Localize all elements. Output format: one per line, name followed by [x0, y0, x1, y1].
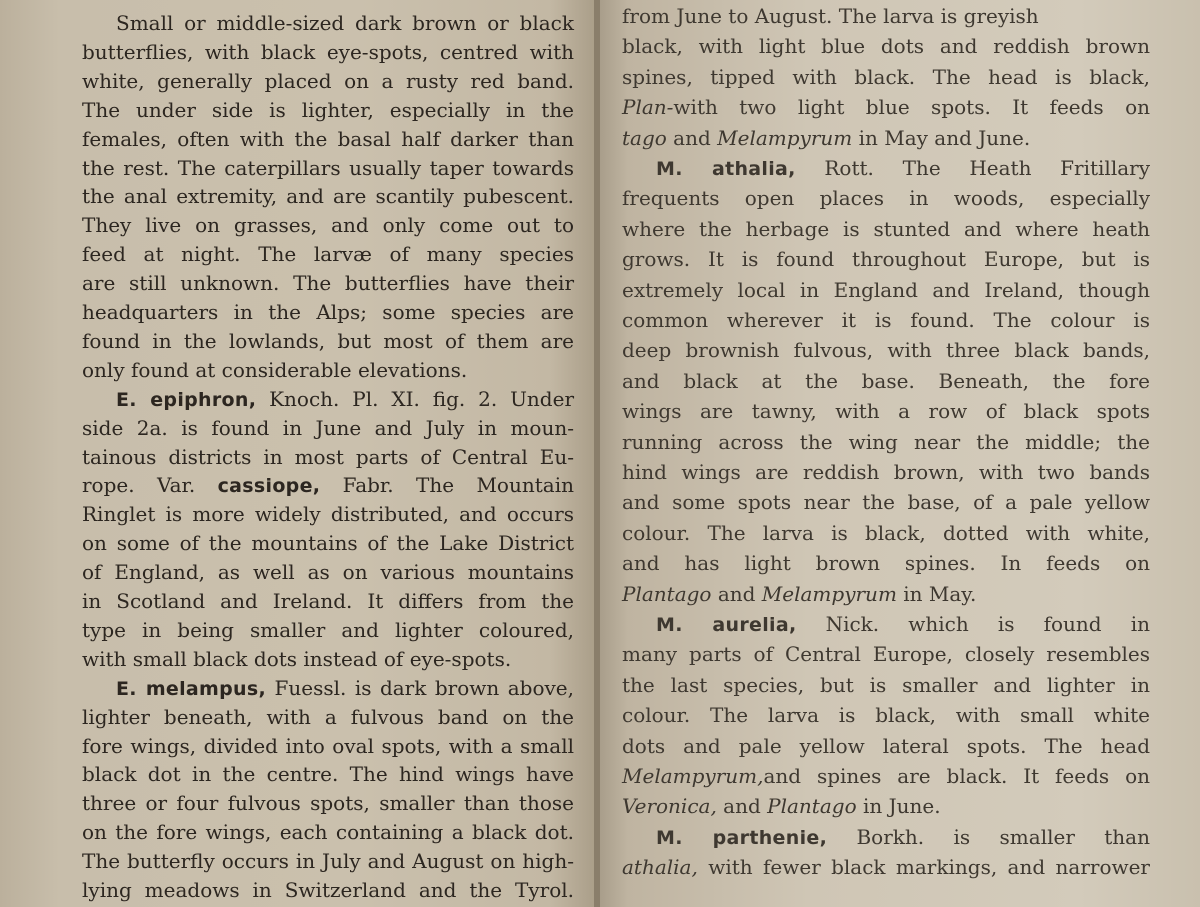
text-line: [622, 487, 1150, 517]
text-line: [82, 817, 574, 847]
line-text: black dot in the centre. The hind wings have: [82, 762, 574, 787]
line-text: tainous districts in most parts of Central Eu-: [82, 444, 574, 469]
line-text: white, generally placed on a rusty red band.: [82, 68, 574, 93]
line-text: running across the wing near the middle; the: [622, 429, 1150, 454]
text-line: [82, 181, 574, 211]
line-text: and has light brown spines. In feeds on: [622, 551, 1150, 576]
line-text: rope. Var.: [82, 473, 218, 498]
line-text: females, often with the basal half darker than: [82, 126, 574, 151]
text-line: [622, 548, 1150, 578]
text-line: [622, 214, 1150, 244]
text-line: [622, 335, 1150, 365]
text-line: [82, 442, 574, 472]
species-name: M. athalia,: [656, 158, 796, 180]
text-line: [622, 396, 1150, 426]
text-line: [82, 268, 574, 298]
line-text: from June to August. The larva is greyish: [622, 4, 1039, 28]
line-text: Knoch. Pl. XI. fig. 2. Under: [256, 386, 574, 411]
line-text: and: [666, 125, 718, 150]
species-name: M. aurelia,: [656, 614, 797, 636]
text-line: [622, 731, 1150, 761]
text-line: [622, 639, 1150, 669]
line-text: three or four fulvous spots, smaller than those: [82, 791, 574, 816]
line-text: dots and pale yellow lateral spots. The head: [622, 733, 1150, 758]
page-gutter: [594, 0, 600, 907]
text-line: [82, 124, 574, 154]
species-name: E. epiphron,: [116, 388, 257, 411]
text-line: [82, 759, 574, 789]
line-text: Rott. The Heath Fritillary: [795, 156, 1150, 180]
line-text: frequents open places in woods, especially: [622, 186, 1150, 211]
line-text: with two light blue spots. It feeds on: [673, 95, 1150, 120]
text-line: [82, 788, 574, 818]
line-text: in June.: [856, 794, 941, 819]
line-text: spines, tipped with black. The head is black,: [622, 64, 1150, 89]
text-line: [622, 518, 1150, 548]
italic-term: Melampyrum: [717, 125, 853, 150]
line-text: in May.: [896, 581, 977, 606]
line-text: on the fore wings, each containing a black dot.: [82, 820, 574, 845]
line-text: many parts of Central Europe, closely resembles: [622, 642, 1150, 667]
text-line: [622, 31, 1150, 61]
italic-term: Plan-: [622, 95, 674, 120]
line-text: where the herbage is stunted and where heath: [622, 216, 1150, 241]
line-text: Nick. which is found in: [796, 612, 1150, 636]
line-text: only found at considerable elevations.: [82, 357, 468, 382]
text-line: [82, 875, 574, 905]
text-line: [622, 1, 1150, 31]
text-line: [82, 153, 574, 183]
line-text: common wherever it is found. The colour is: [622, 308, 1150, 332]
text-line: [82, 210, 574, 240]
italic-term: Melampyrum: [761, 581, 897, 606]
line-text: and some spots near the base, of a pale yellow: [622, 490, 1150, 515]
line-text: with fewer black markings, and narrower: [697, 855, 1150, 880]
text-line: [82, 557, 574, 587]
line-text: on some of the mountains of the Lake District: [82, 531, 574, 556]
line-text: and black at the base. Beneath, the fore: [622, 368, 1150, 393]
text-line: [82, 846, 574, 876]
line-text: hind wings are reddish brown, with two bands: [622, 460, 1150, 484]
line-text: of England, as well as on various mountains: [82, 560, 574, 585]
line-text: The under side is lighter, especially in the: [82, 97, 574, 122]
text-line: [82, 470, 574, 500]
text-line: [82, 702, 574, 732]
text-line: [622, 579, 1150, 609]
text-line: [82, 326, 574, 356]
line-text: headquarters in the Alps; some species are: [82, 300, 574, 324]
line-text: found in the lowlands, but most of them are: [82, 328, 574, 353]
line-text: deep brownish fulvous, with three black bands,: [622, 338, 1150, 363]
line-text: The butterfly occurs in July and August on high-: [82, 849, 574, 874]
line-text: and: [716, 794, 768, 819]
line-text: are still unknown. The butterflies have their: [82, 271, 574, 296]
text-line: [82, 297, 574, 327]
line-text: They live on grasses, and only come out to: [82, 213, 574, 238]
text-line: [82, 528, 574, 558]
text-line: [622, 92, 1150, 122]
line-text: in Scotland and Ireland. It differs from the: [82, 589, 574, 613]
line-text: type in being smaller and lighter coloured,: [82, 617, 574, 642]
species-name: M. parthenie,: [656, 826, 828, 849]
italic-term: Plantago: [622, 581, 712, 606]
text-line: [622, 244, 1150, 274]
line-text: side 2a. is found in June and July in moun-: [82, 415, 574, 440]
text-line: [82, 66, 574, 96]
text-line: [622, 700, 1150, 730]
line-text: grows. It is found throughout Europe, but is: [622, 247, 1150, 272]
line-text: and spines are black. It feeds on: [763, 764, 1150, 788]
line-text: Fuessl. is dark brown above,: [266, 675, 574, 700]
line-text: with small black dots instead of eye-spots.: [82, 646, 512, 671]
line-text: fore wings, divided into oval spots, with a small: [82, 733, 574, 758]
line-text: the last species, but is smaller and lighter in: [622, 672, 1150, 697]
italic-term: Melampyrum,: [622, 764, 764, 788]
text-line: [82, 644, 574, 674]
text-line: [622, 670, 1150, 700]
line-text: Borkh. is smaller than: [827, 824, 1150, 849]
line-text: and: [711, 581, 762, 606]
line-text: Small or middle-sized dark brown or black: [116, 11, 574, 35]
text-line: [622, 62, 1150, 92]
text-line: [82, 355, 574, 385]
text-line: [622, 275, 1150, 305]
italic-term: athalia,: [622, 855, 698, 880]
text-line: [622, 791, 1150, 821]
text-line: [622, 609, 1150, 639]
text-line: [82, 499, 574, 529]
text-line: [622, 427, 1150, 457]
text-line: [82, 586, 574, 616]
text-line: [82, 384, 574, 414]
text-line: [82, 413, 574, 443]
line-text: feed at night. The larvæ of many species: [82, 242, 574, 267]
text-line: [622, 852, 1150, 882]
line-text: Ringlet is more widely distributed, and occurs: [82, 502, 574, 527]
text-line: [82, 673, 574, 703]
text-line: [622, 183, 1150, 213]
left-page: [0, 0, 597, 907]
text-line: [82, 8, 574, 38]
line-text: lying meadows in Switzerland and the Tyrol.: [82, 878, 574, 902]
line-text: lighter beneath, with a fulvous band on the: [82, 704, 574, 729]
line-text: Fabr. The Mountain: [320, 473, 574, 498]
text-line: [622, 822, 1150, 852]
line-text: wings are tawny, with a row of black spots: [622, 399, 1150, 424]
line-text: colour. The larva is black, with small white: [622, 703, 1150, 728]
line-text: the anal extremity, and are scantily pubescent.: [82, 184, 574, 209]
text-line: [82, 731, 574, 761]
text-line: [622, 761, 1150, 791]
text-line: [82, 37, 574, 67]
italic-term: tago: [622, 125, 667, 150]
right-page: [598, 0, 1200, 907]
text-line: [622, 305, 1150, 335]
species-name: cassiope,: [217, 475, 321, 498]
text-line: [622, 153, 1150, 183]
line-text: the rest. The caterpillars usually taper towards: [82, 155, 574, 180]
italic-term: Plantago: [767, 794, 857, 819]
italic-term: Veronica,: [622, 794, 717, 819]
text-line: [622, 366, 1150, 396]
text-line: [82, 615, 574, 645]
text-line: [82, 95, 574, 125]
text-line: [622, 457, 1150, 487]
text-line: [82, 239, 574, 269]
line-text: butterflies, with black eye-spots, centred with: [82, 39, 574, 64]
line-text: black, with light blue dots and reddish brown: [622, 34, 1150, 59]
line-text: colour. The larva is black, dotted with white,: [622, 520, 1150, 545]
text-line: [622, 123, 1150, 153]
line-text: extremely local in England and Ireland, though: [622, 277, 1150, 302]
species-name: E. melampus,: [116, 677, 266, 700]
line-text: in May and June.: [852, 125, 1031, 150]
